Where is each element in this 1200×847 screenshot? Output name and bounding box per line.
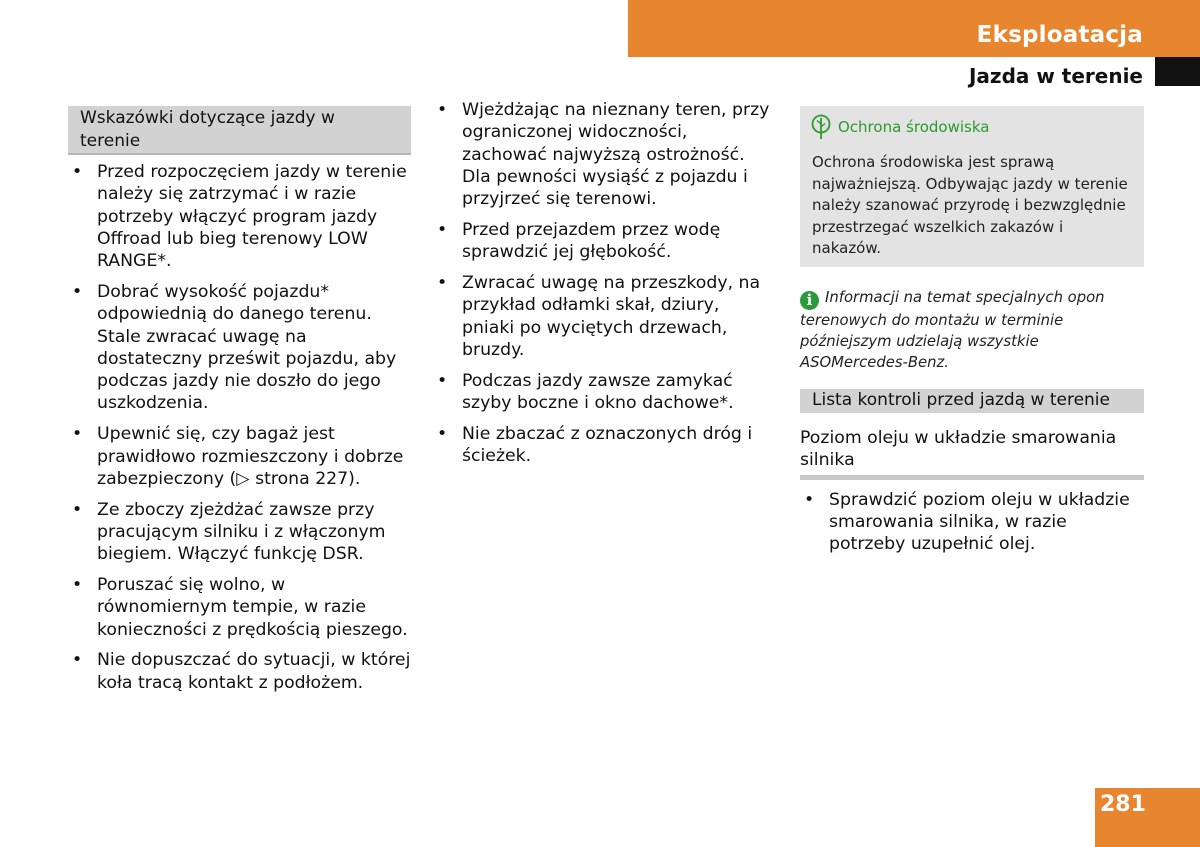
leaf-icon: [810, 114, 832, 140]
list-item: • Przed przejazdem przez wodę sprawdzić jej głębokość.: [433, 219, 773, 264]
environment-note-text: Ochrona środowiska jest sprawą najważniejszą. Odbywając jazdy w terenie należy szanować przyrodę i bezwzględnie przestrzegać wszelkich zakazów i nakazów.: [812, 153, 1128, 257]
list-item: • Podczas jazdy zawsze zamykać szyby boczne i okno dachowe*.: [433, 370, 773, 415]
list-item: • Zwracać uwagę na przeszkody, na przykład odłamki skał, dziury, pniaki po wyciętych drzewach, bruzdy.: [433, 272, 773, 361]
info-note-text: Informacji na temat specjalnych opon terenowych do montażu w terminie późniejszym udzielają wszystkie ASOMercedes-Benz.: [800, 288, 1105, 371]
column-left: [68, 106, 411, 703]
list-item: • Upewnić się, czy bagaż jest prawidłowo rozmieszczony i dobrze zabezpieczony (▷ strona 227).: [68, 423, 411, 490]
list-item: • Sprawdzić poziom oleju w układzie smarowania silnika, w razie potrzeby uzupełnić olej.: [800, 489, 1144, 556]
environment-note-header: [810, 114, 1132, 140]
list-item: • Dobrać wysokość pojazdu* odpowiednią do danego terenu. Stale zwracać uwagę na dostateczny prześwit pojazdu, aby podczas jazdy nie doszło do jego uszkodzenia.: [68, 281, 411, 415]
offroad-tips-list: [68, 161, 411, 694]
list-item: • Poruszać się wolno, w równomiernym tempie, w razie konieczności z prędkością pieszego.: [68, 574, 411, 641]
list-item: • Nie zbaczać z oznaczonych dróg i ścieżek.: [433, 423, 773, 468]
list-item: • Wjeżdżając na nieznany teren, przy ograniczonej widoczności, zachować najwyższą ostrożność. Dla pewności wysiąść z pojazdu i przyjrzeć się terenowi.: [433, 99, 773, 210]
info-icon: i: [800, 291, 819, 310]
info-note: [800, 287, 1144, 373]
environment-note: [800, 106, 1144, 267]
offroad-tips-heading: Wskazówki dotyczące jazdy w terenie: [68, 106, 411, 155]
section-title: Jazda w terenie: [968, 64, 1143, 88]
list-item: • Przed rozpoczęciem jazdy w terenie należy się zatrzymać i w razie potrzeby włączyć program jazdy Offroad lub bieg terenowy LOW RANGE*.: [68, 161, 411, 272]
column-right: [800, 106, 1144, 564]
list-item: • Nie dopuszczać do sytuacji, w której koła tracą kontakt z podłożem.: [68, 649, 411, 694]
section-marker: [1155, 57, 1200, 86]
column-middle: [433, 100, 773, 476]
page-number: 281: [1095, 788, 1200, 847]
offroad-tips-list-continued: [433, 99, 773, 467]
oil-level-heading: Poziom oleju w układzie smarowania silnika: [800, 427, 1144, 480]
chapter-title: Eksploatacja: [976, 22, 1143, 48]
list-item: • Ze zboczy zjeżdżać zawsze przy pracującym silniku i z włączonym biegiem. Włączyć funkcję DSR.: [68, 499, 411, 566]
environment-note-title: Ochrona środowiska: [838, 118, 990, 136]
checklist-heading: Lista kontroli przed jazdą w terenie: [800, 389, 1144, 413]
oil-check-list: [800, 489, 1144, 556]
